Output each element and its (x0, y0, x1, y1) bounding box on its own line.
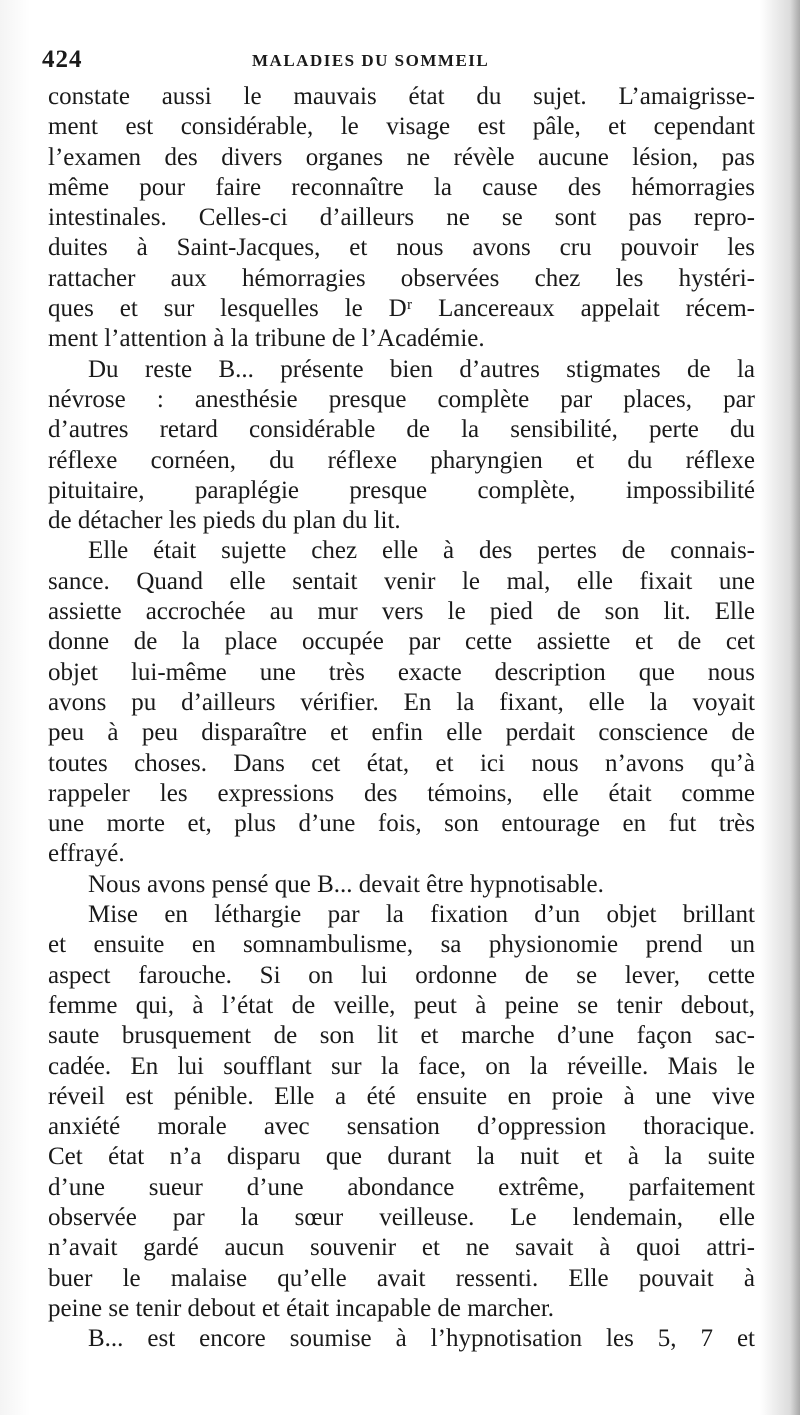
text-line: intestinales. Celles-ci d’ailleurs ne se sont pas repro- (48, 204, 755, 232)
text-line: donne de la place occupée par cette assiette et de cet (48, 628, 755, 656)
text-line: peine se tenir debout et était incapable de marcher. (48, 1294, 555, 1322)
text-line: assiette accrochée au mur vers le pied de son lit. Elle (48, 598, 755, 626)
text-line: même pour faire reconnaître la cause des hémorragies (48, 173, 755, 201)
text-line: une morte et, plus d’une fois, son entourage en fut très (48, 810, 755, 838)
text-line: objet lui-même une très exacte description que nous (48, 658, 755, 686)
text-line: de détacher les pieds du plan du lit. (48, 507, 401, 535)
text-line: Du reste B... présente bien d’autres stigmates de la (88, 355, 755, 383)
text-line: buer le malaise qu’elle avait ressenti. Elle pouvait à (48, 1264, 755, 1292)
text-line: aspect farouche. Si on lui ordonne de se lever, cette (48, 961, 755, 989)
text-line: constate aussi le mauvais état du sujet. L’amaigrisse- (48, 83, 755, 110)
text-line: Nous avons pensé que B... devait être hypnotisable. (88, 870, 604, 898)
text-line: n’avait gardé aucun souvenir et ne savait à quoi attri- (48, 1234, 755, 1262)
text-line: d’autres retard considérable de la sensibilité, perte du (48, 416, 755, 444)
text-line: et ensuite en somnambulisme, sa physionomie prend un (48, 931, 755, 959)
text-line: ques et sur lesquelles le Dʳ Lancereaux appelait récem- (48, 295, 755, 323)
text-line: femme qui, à l’état de veille, peut à peine se tenir debout, (48, 991, 755, 1019)
text-line: Mise en léthargie par la fixation d’un objet brillant (88, 901, 755, 929)
text-line: toutes choses. Dans cet état, et ici nous n’avons qu’à (48, 749, 755, 777)
page-number: 424 (42, 46, 83, 73)
text-line: saute brusquement de son lit et marche d’une façon sac- (48, 1022, 755, 1050)
text-line: anxiété morale avec sensation d’oppression thoracique. (48, 1113, 755, 1141)
text-line: sance. Quand elle sentait venir le mal, elle fixait une (48, 567, 755, 595)
text-line: duites à Saint-Jacques, et nous avons cru pouvoir les (48, 234, 755, 262)
text-line: effrayé. (48, 840, 125, 868)
text-line: ment l’attention à la tribune de l’Académie. (48, 325, 485, 353)
text-line: Elle était sujette chez elle à des pertes de connais- (88, 537, 755, 565)
page-header (42, 44, 758, 78)
text-line: réflexe cornéen, du réflexe pharyngien et du réflexe (48, 446, 755, 474)
text-line: l’examen des divers organes ne révèle aucune lésion, pas (48, 143, 755, 171)
running-head: MALADIES DU SOMMEIL (252, 51, 490, 70)
text-line: Cet état n’a disparu que durant la nuit et à la suite (48, 1143, 755, 1171)
text-line: réveil est pénible. Elle a été ensuite en proie à une vive (48, 1082, 755, 1110)
text-line: peu à peu disparaître et enfin elle perdait conscience de (48, 719, 755, 747)
text-line: rattacher aux hémorragies observées chez les hystéri- (48, 264, 755, 292)
text-line: B... est encore soumise à l’hypnotisation les 5, 7 et (88, 1325, 755, 1353)
text-line: avons pu d’ailleurs vérifier. En la fixant, elle la voyait (48, 688, 755, 716)
text-line: rappeler les expressions des témoins, elle était comme (48, 779, 755, 807)
text-line: cadée. En lui soufflant sur la face, on la réveille. Mais le (48, 1052, 755, 1080)
text-line: ment est considérable, le visage est pâle, et cependant (48, 113, 755, 141)
text-line: pituitaire, paraplégie presque complète, impossibilité (48, 476, 755, 504)
text-line: névrose : anesthésie presque complète par places, par (48, 385, 755, 413)
text-line: observée par la sœur veilleuse. Le lendemain, elle (48, 1203, 755, 1231)
body-text (48, 82, 755, 1354)
text-line: d’une sueur d’une abondance extrême, parfaitement (48, 1173, 755, 1201)
